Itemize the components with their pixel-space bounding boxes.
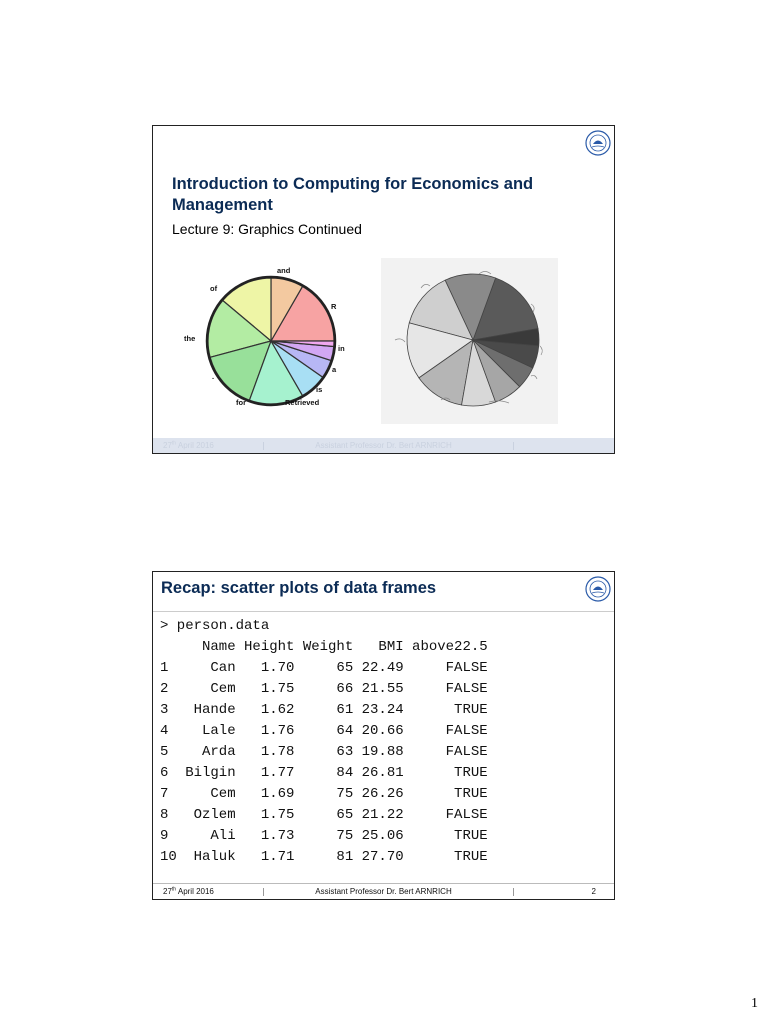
footer-date: 27th April 2016 [163,886,214,896]
colored-pie-image [179,261,361,416]
title-divider [153,611,614,612]
console-data-row: 4 Lale 1.76 64 20.66 FALSE [160,723,488,739]
footer-date: 27th April 2016 [163,440,214,450]
page-number: 1 [751,996,758,1011]
slide-title: Recap: scatter plots of data frames [161,579,437,597]
pie-label-a: a [332,365,337,374]
console-header-row: Name Height Weight BMI above22.5 [160,639,488,655]
pie-label-for: for [236,398,246,407]
university-seal-icon [584,574,612,604]
slide-title: Introduction to Computing for Economics and Management [172,175,534,214]
pie-label-dot: . [212,372,215,381]
console-data-row: 8 Ozlem 1.75 65 21.22 FALSE [160,807,488,823]
sketch-pie-image [381,258,558,424]
pie-label-of: of [210,284,218,293]
slide-subtitle: Lecture 9: Graphics Continued [172,221,362,237]
console-data-row: 7 Cem 1.69 75 26.26 TRUE [160,786,488,802]
console-command: > person.data [160,618,270,634]
university-seal-icon [584,128,612,158]
pie-label-in: in [338,344,345,353]
sketch-slices [407,274,539,406]
slide-footer [153,438,614,453]
console-data-row: 3 Hande 1.62 61 23.24 TRUE [160,702,488,718]
pie-label-r: R [331,302,337,311]
slide-2 [152,571,615,900]
pie-label-retrieved: Retrieved [285,398,320,407]
pie-label-is: is [316,385,323,394]
console-data-row: 10 Haluk 1.71 81 27.70 TRUE [160,849,488,865]
slide-number: 2 [591,887,596,896]
r-console-output [160,616,488,868]
console-data-row: 9 Ali 1.73 75 25.06 TRUE [160,828,488,844]
footer-author: Assistant Professor Dr. Bert ARNRICH [315,887,452,896]
footer-separator [513,888,514,896]
pie-label-and: and [277,266,291,275]
pie-label-the: the [184,334,196,343]
slide-footer [153,883,614,899]
console-data-row: 5 Arda 1.78 63 19.88 FALSE [160,744,488,760]
console-data-row: 6 Bilgin 1.77 84 26.81 TRUE [160,765,488,781]
footer-author: Assistant Professor Dr. Bert ARNRICH [315,441,452,450]
console-data-row: 1 Can 1.70 65 22.49 FALSE [160,660,488,676]
console-data-row: 2 Cem 1.75 66 21.55 FALSE [160,681,488,697]
slide-1 [152,125,615,454]
footer-separator [513,442,514,450]
